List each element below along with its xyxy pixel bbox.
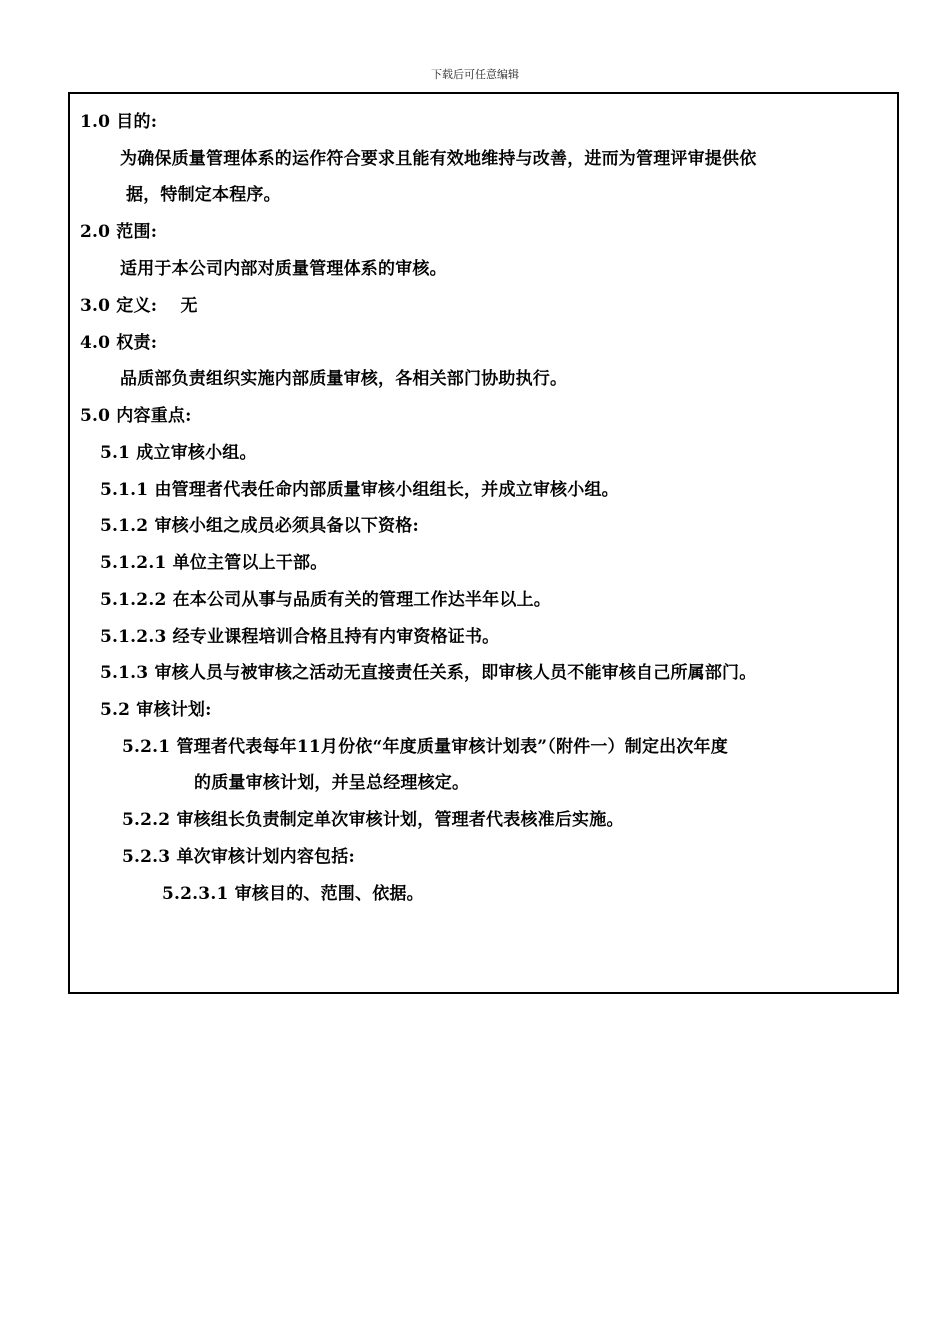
section-4-heading: 4.0 权责: bbox=[80, 333, 158, 353]
item-5-1-2: 5.1.2 审核小组之成员必须具备以下资格: bbox=[100, 516, 419, 536]
header-note: 下载后可任意编辑 bbox=[431, 68, 519, 81]
section-1-body-line-1: 为确保质量管理体系的运作符合要求且能有效地维持与改善，进而为管理评审提供依 bbox=[120, 149, 757, 169]
item-5-1-3: 5.1.3 审核人员与被审核之活动无直接责任关系，即审核人员不能审核自己所属部门。 bbox=[100, 663, 757, 683]
section-3-heading: 3.0 定义: 无 bbox=[80, 296, 198, 316]
section-2-heading: 2.0 范围: bbox=[80, 222, 158, 242]
item-5-2-3: 5.2.3 单次审核计划内容包括: bbox=[122, 847, 355, 867]
section-1-heading: 1.0 目的: bbox=[80, 112, 158, 132]
document-frame bbox=[68, 92, 899, 994]
item-5-2: 5.2 审核计划: bbox=[100, 700, 212, 720]
item-5-2-1-line-2: 的质量审核计划，并呈总经理核定。 bbox=[194, 773, 470, 793]
item-5-2-1-line-1: 5.2.1 管理者代表每年11月份依“年度质量审核计划表”（附件一）制定出次年度 bbox=[122, 737, 728, 757]
item-5-1-2-3: 5.1.2.3 经专业课程培训合格且持有内审资格证书。 bbox=[100, 627, 500, 647]
section-5-heading: 5.0 内容重点: bbox=[80, 406, 192, 426]
item-5-2-3-1: 5.2.3.1 审核目的、范围、依据。 bbox=[162, 884, 424, 904]
section-2-body: 适用于本公司内部对质量管理体系的审核。 bbox=[120, 259, 447, 279]
item-5-1-2-1: 5.1.2.1 单位主管以上干部。 bbox=[100, 553, 328, 573]
item-5-1-2-2: 5.1.2.2 在本公司从事与品质有关的管理工作达半年以上。 bbox=[100, 590, 551, 610]
section-1-body-line-2: 据，特制定本程序。 bbox=[126, 185, 281, 205]
item-5-1-1: 5.1.1 由管理者代表任命内部质量审核小组组长，并成立审核小组。 bbox=[100, 480, 619, 500]
item-5-1: 5.1 成立审核小组。 bbox=[100, 443, 257, 463]
section-4-body: 品质部负责组织实施内部质量审核，各相关部门协助执行。 bbox=[120, 369, 568, 389]
item-5-2-2: 5.2.2 审核组长负责制定单次审核计划，管理者代表核准后实施。 bbox=[122, 810, 624, 830]
